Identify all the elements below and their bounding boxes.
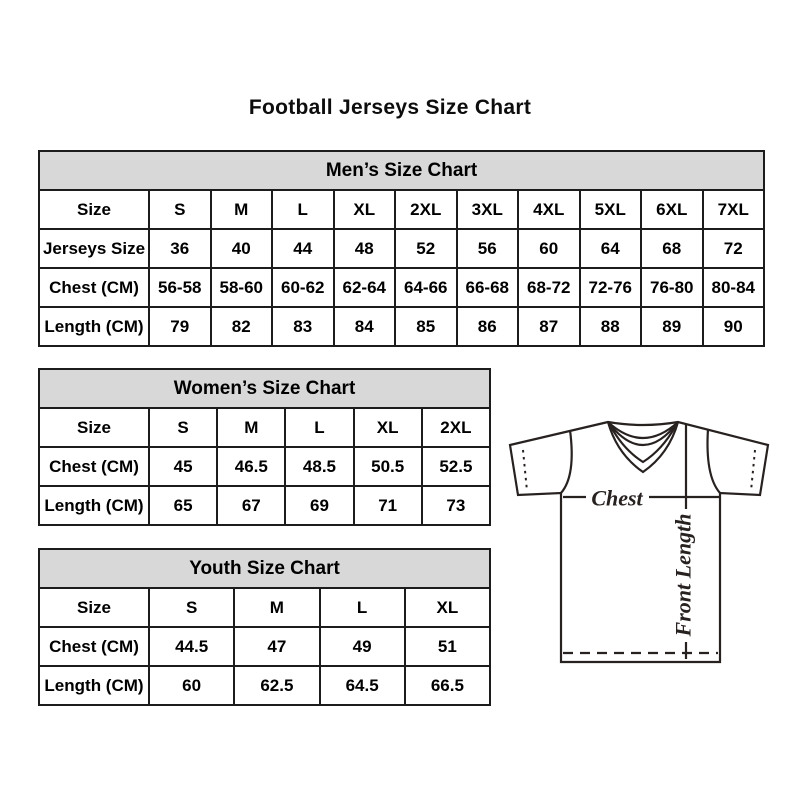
row-header-cell: Length (CM) xyxy=(39,666,149,705)
value-cell: M xyxy=(234,588,319,627)
value-cell: 68 xyxy=(641,229,703,268)
value-cell: L xyxy=(320,588,405,627)
value-cell: S xyxy=(149,588,234,627)
table-title: Men’s Size Chart xyxy=(39,151,764,190)
value-cell: 60 xyxy=(149,666,234,705)
value-cell: 67 xyxy=(217,486,285,525)
table-row xyxy=(39,666,490,705)
row-header-cell: Size xyxy=(39,408,149,447)
table-row xyxy=(39,486,490,525)
value-cell: 44.5 xyxy=(149,627,234,666)
jersey-measurement-diagram xyxy=(505,414,773,666)
value-cell: 45 xyxy=(149,447,217,486)
value-cell: 83 xyxy=(272,307,334,346)
value-cell: 3XL xyxy=(457,190,519,229)
value-cell: L xyxy=(272,190,334,229)
row-header-cell: Length (CM) xyxy=(39,486,149,525)
value-cell: 4XL xyxy=(518,190,580,229)
value-cell: 62-64 xyxy=(334,268,396,307)
womens-size-table xyxy=(38,368,491,526)
row-header-cell: Chest (CM) xyxy=(39,268,149,307)
value-cell: L xyxy=(285,408,353,447)
table-row xyxy=(39,190,764,229)
value-cell: 90 xyxy=(703,307,765,346)
value-cell: M xyxy=(217,408,285,447)
value-cell: 71 xyxy=(354,486,422,525)
value-cell: 2XL xyxy=(422,408,490,447)
value-cell: 64.5 xyxy=(320,666,405,705)
value-cell: 64-66 xyxy=(395,268,457,307)
value-cell: 62.5 xyxy=(234,666,319,705)
table-row xyxy=(39,307,764,346)
row-header-cell: Chest (CM) xyxy=(39,447,149,486)
row-header-cell: Size xyxy=(39,190,149,229)
value-cell: 47 xyxy=(234,627,319,666)
value-cell: 50.5 xyxy=(354,447,422,486)
value-cell: 46.5 xyxy=(217,447,285,486)
value-cell: 36 xyxy=(149,229,211,268)
value-cell: 60-62 xyxy=(272,268,334,307)
value-cell: 56 xyxy=(457,229,519,268)
value-cell: 51 xyxy=(405,627,490,666)
table-row xyxy=(39,229,764,268)
value-cell: 66-68 xyxy=(457,268,519,307)
youth-size-table xyxy=(38,548,491,706)
value-cell: 52 xyxy=(395,229,457,268)
jersey-diagram-svg xyxy=(505,414,773,666)
value-cell: 49 xyxy=(320,627,405,666)
value-cell: 58-60 xyxy=(211,268,273,307)
value-cell: 65 xyxy=(149,486,217,525)
value-cell: 87 xyxy=(518,307,580,346)
value-cell: 7XL xyxy=(703,190,765,229)
value-cell: 2XL xyxy=(395,190,457,229)
value-cell: S xyxy=(149,190,211,229)
value-cell: 5XL xyxy=(580,190,642,229)
value-cell: 48 xyxy=(334,229,396,268)
table-title: Women’s Size Chart xyxy=(39,369,490,408)
value-cell: XL xyxy=(354,408,422,447)
front-length-label: Front Length xyxy=(670,513,696,637)
table-row xyxy=(39,627,490,666)
row-header-cell: Length (CM) xyxy=(39,307,149,346)
value-cell: 48.5 xyxy=(285,447,353,486)
value-cell: 72-76 xyxy=(580,268,642,307)
value-cell: 52.5 xyxy=(422,447,490,486)
value-cell: M xyxy=(211,190,273,229)
page-title: Football Jerseys Size Chart xyxy=(248,96,532,119)
row-header-cell: Size xyxy=(39,588,149,627)
value-cell: 66.5 xyxy=(405,666,490,705)
value-cell: 86 xyxy=(457,307,519,346)
value-cell: 60 xyxy=(518,229,580,268)
table-row xyxy=(39,447,490,486)
value-cell: 88 xyxy=(580,307,642,346)
value-cell: 85 xyxy=(395,307,457,346)
mens-size-table xyxy=(38,150,765,347)
table-title: Youth Size Chart xyxy=(39,549,490,588)
row-header-cell: Chest (CM) xyxy=(39,627,149,666)
value-cell: 79 xyxy=(149,307,211,346)
value-cell: 82 xyxy=(211,307,273,346)
value-cell: XL xyxy=(334,190,396,229)
table-row xyxy=(39,268,764,307)
value-cell: 80-84 xyxy=(703,268,765,307)
table-row xyxy=(39,408,490,447)
value-cell: 72 xyxy=(703,229,765,268)
value-cell: 69 xyxy=(285,486,353,525)
value-cell: 84 xyxy=(334,307,396,346)
value-cell: 6XL xyxy=(641,190,703,229)
value-cell: XL xyxy=(405,588,490,627)
value-cell: 68-72 xyxy=(518,268,580,307)
value-cell: S xyxy=(149,408,217,447)
value-cell: 76-80 xyxy=(641,268,703,307)
table-row xyxy=(39,588,490,627)
value-cell: 89 xyxy=(641,307,703,346)
value-cell: 64 xyxy=(580,229,642,268)
value-cell: 56-58 xyxy=(149,268,211,307)
row-header-cell: Jerseys Size xyxy=(39,229,149,268)
value-cell: 73 xyxy=(422,486,490,525)
value-cell: 44 xyxy=(272,229,334,268)
value-cell: 40 xyxy=(211,229,273,268)
chest-label: Chest xyxy=(591,485,643,511)
